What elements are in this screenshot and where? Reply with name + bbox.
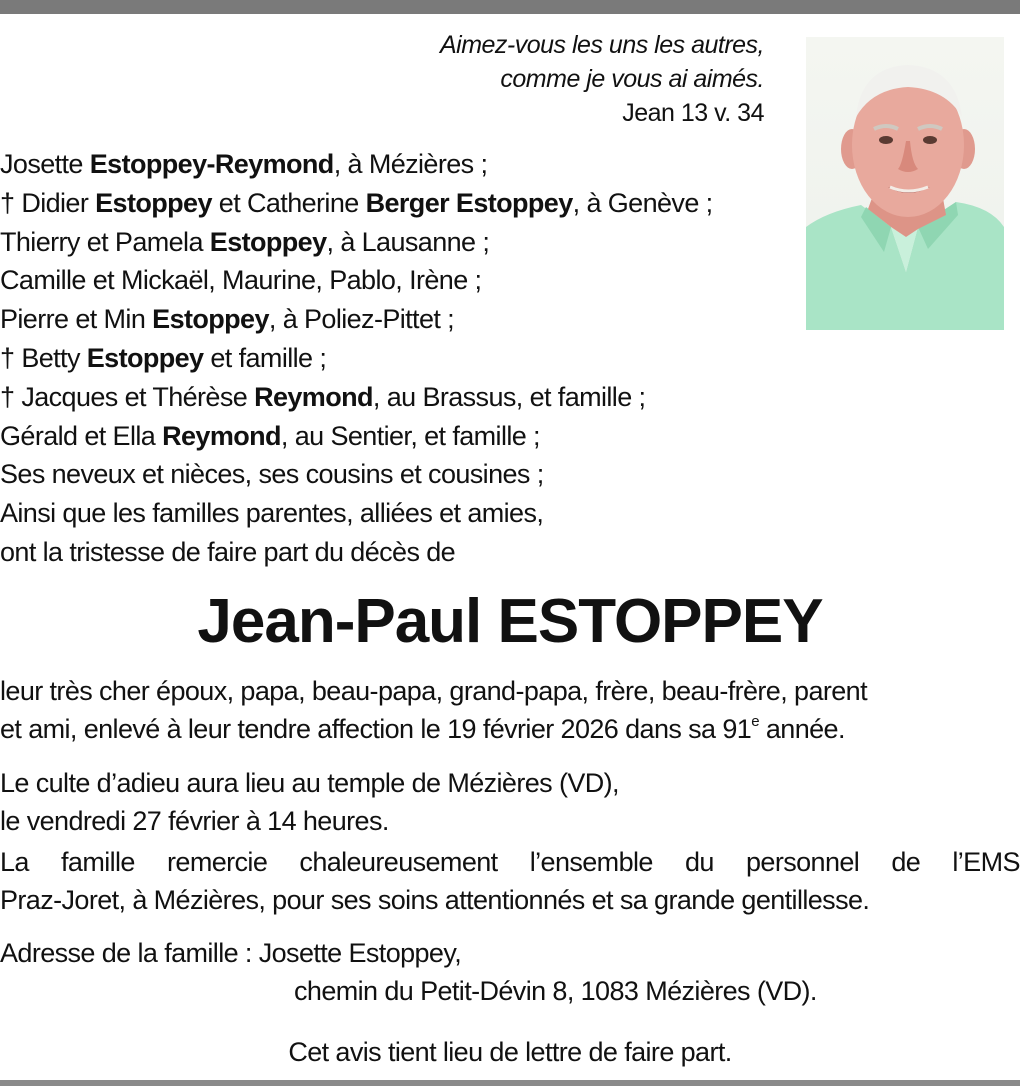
- portrait-photo: [806, 37, 1004, 330]
- address-line-2: chemin du Petit-Dévin 8, 1083 Mézières (VD).: [294, 976, 817, 1006]
- top-rule: [0, 0, 1020, 14]
- service-line-1: Le culte d’adieu aura lieu au temple de Mézières (VD),: [0, 768, 619, 798]
- verse-line-2: comme je vous ai aimés.: [500, 65, 764, 93]
- closing-note: Cet avis tient lieu de lettre de faire part.: [288, 1037, 732, 1067]
- service-paragraph: [0, 764, 1020, 840]
- family-address: [0, 934, 1020, 1010]
- family-line: Ses neveux et nièces, ses cousins et cousines ;: [0, 459, 544, 490]
- thanks-paragraph: [0, 843, 1020, 919]
- bottom-rule: [0, 1080, 1020, 1086]
- verse-line-1: Aimez-vous les uns les autres,: [439, 31, 764, 59]
- family-line: Josette Estoppey-Reymond, à Mézières ;: [0, 149, 488, 179]
- portrait-illustration: [806, 37, 1004, 330]
- family-list: [0, 145, 800, 572]
- family-line: † Betty Estoppey et famille ;: [0, 342, 327, 373]
- deceased-name: Jean-Paul ESTOPPEY: [197, 587, 823, 656]
- thanks-line-1: La famille remercie chaleureusement l’ensemble du personnel de l’EMS: [0, 847, 1020, 877]
- thanks-line-2: Praz-Joret, à Mézières, pour ses soins attentionnés et sa grande gentillesse.: [0, 885, 870, 915]
- address-line-1: Adresse de la famille : Josette Estoppey,: [0, 938, 462, 968]
- tribute-line-1: leur très cher époux, papa, beau-papa, grand-papa, frère, beau-frère, parent: [0, 676, 867, 706]
- family-line: Gérald et Ella Reymond, au Sentier, et famille ;: [0, 420, 540, 451]
- family-line: Camille et Mickaël, Maurine, Pablo, Irène ;: [0, 265, 482, 296]
- family-line: † Didier Estoppey et Catherine Berger Estoppey, à Genève ;: [0, 187, 713, 218]
- bible-verse: [440, 28, 764, 130]
- family-line: ont la tristesse de faire part du décès de: [0, 536, 456, 567]
- family-line: Ainsi que les familles parentes, alliées et amies,: [0, 498, 544, 529]
- family-line: Thierry et Pamela Estoppey, à Lausanne ;: [0, 226, 490, 257]
- family-line: Pierre et Min Estoppey, à Poliez-Pittet ;: [0, 304, 455, 335]
- tribute-line-2: et ami, enlevé à leur tendre affection le 19 février 2026 dans sa 91e année.: [0, 713, 845, 744]
- verse-reference: Jean 13 v. 34: [622, 99, 764, 127]
- tribute-paragraph: [0, 672, 1020, 748]
- family-line: † Jacques et Thérèse Reymond, au Brassus, et famille ;: [0, 381, 646, 412]
- service-line-2: le vendredi 27 février à 14 heures.: [0, 806, 389, 836]
